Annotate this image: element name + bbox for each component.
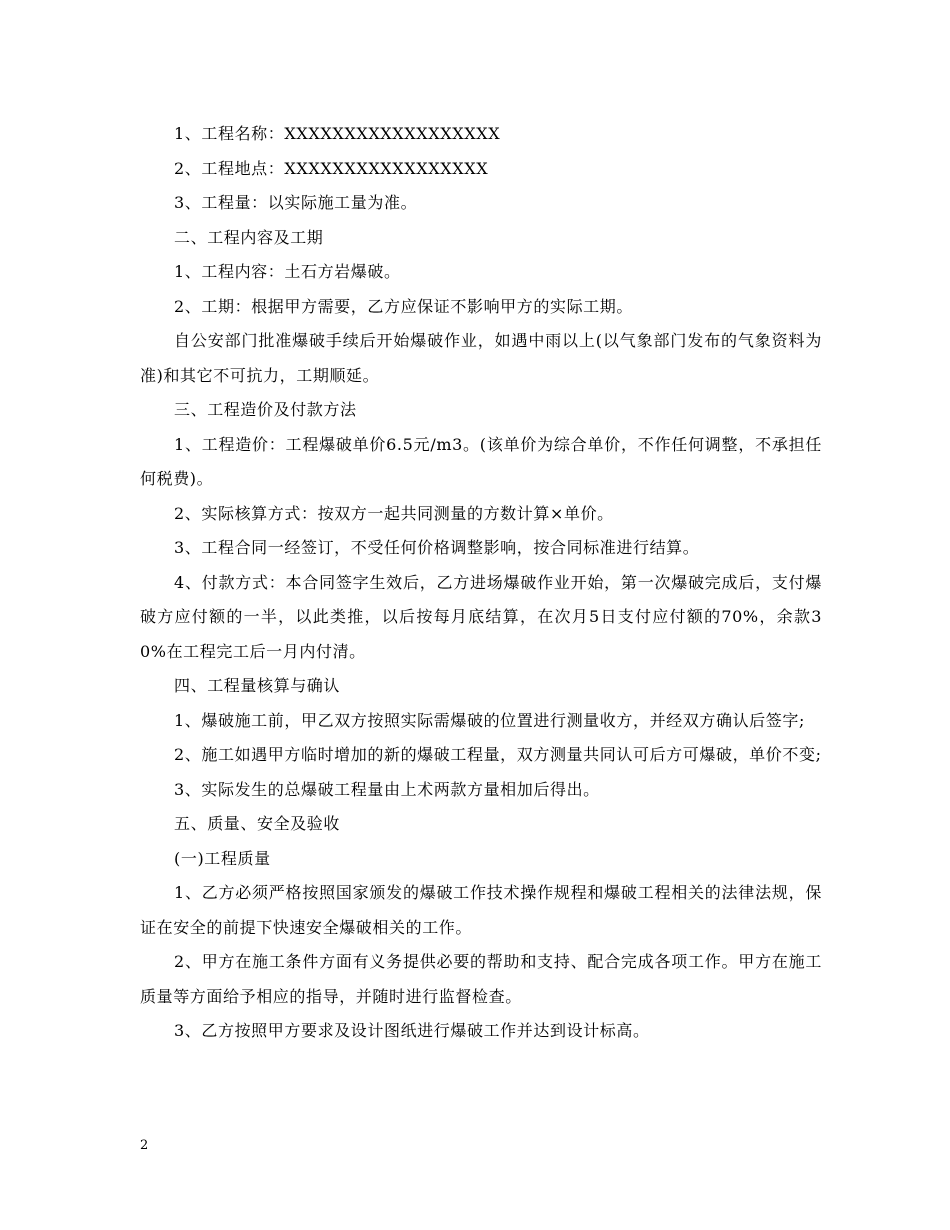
section-heading: 二、工程内容及工期 [174, 227, 324, 247]
paragraph: 3、实际发生的总爆破工程量由上术两款方量相加后得出。 [174, 779, 600, 799]
paragraph: 1、工程名称：XXXXXXXXXXXXXXXXXX [174, 124, 501, 143]
paragraph: 1、乙方必须严格按照国家颁发的爆破工作技术操作规程和爆破工程相关的法律法规，保证在安全的前提下快速安全爆破相关的工作。 [140, 883, 822, 937]
paragraph: 2、工程地点：XXXXXXXXXXXXXXXXX [174, 158, 489, 178]
section-heading: 五、质量、安全及验收 [174, 814, 341, 833]
paragraph: 1、工程造价：工程爆破单价6.5元/m3。(该单价为综合单价，不作任何调整，不承担任何税费)。 [140, 434, 822, 488]
paragraph: 1、工程内容：土石方岩爆破。 [174, 262, 401, 281]
section-heading: 三、工程造价及付款方法 [174, 400, 357, 419]
paragraph: 2、甲方在施工条件方面有义务提供必要的帮助和支持、配合完成各项工作。甲方在施工质量等方面给予相应的指导，并随时进行监督检查。 [140, 952, 822, 1006]
paragraph: 4、付款方式：本合同签字生效后，乙方进场爆破作业开始，第一次爆破完成后，支付爆破方应付额的一半，以此类推，以后按每月底结算，在次月5日支付应付额的70%，余款30%在工程完工后一月内付清。 [140, 572, 822, 661]
page-number: 2 [140, 1138, 149, 1153]
document-body [140, 117, 822, 1049]
subsection-heading: (一)工程质量 [174, 848, 271, 868]
paragraph: 3、乙方按照甲方要求及设计图纸进行爆破工作并达到设计标高。 [174, 1021, 650, 1040]
section-heading: 四、工程量核算与确认 [174, 676, 341, 695]
paragraph: 3、工程合同一经签订，不受任何价格调整影响，按合同标准进行结算。 [174, 538, 700, 557]
paragraph: 1、爆破施工前，甲乙双方按照实际需爆破的位置进行测量收方，并经双方确认后签字; [174, 710, 805, 730]
paragraph: 2、施工如遇甲方临时增加的新的爆破工程量，双方测量共同认可后方可爆破，单价不变; [174, 745, 822, 764]
paragraph: 3、工程量：以实际施工量为准。 [174, 193, 418, 212]
paragraph: 2、实际核算方式：按双方一起共同测量的方数计算×单价。 [174, 503, 614, 523]
paragraph: 自公安部门批准爆破手续后开始爆破作业，如遇中雨以上(以气象部门发布的气象资料为准)和其它不可抗力，工期顺延。 [140, 331, 822, 385]
paragraph: 2、工期：根据甲方需要，乙方应保证不影响甲方的实际工期。 [174, 296, 633, 316]
